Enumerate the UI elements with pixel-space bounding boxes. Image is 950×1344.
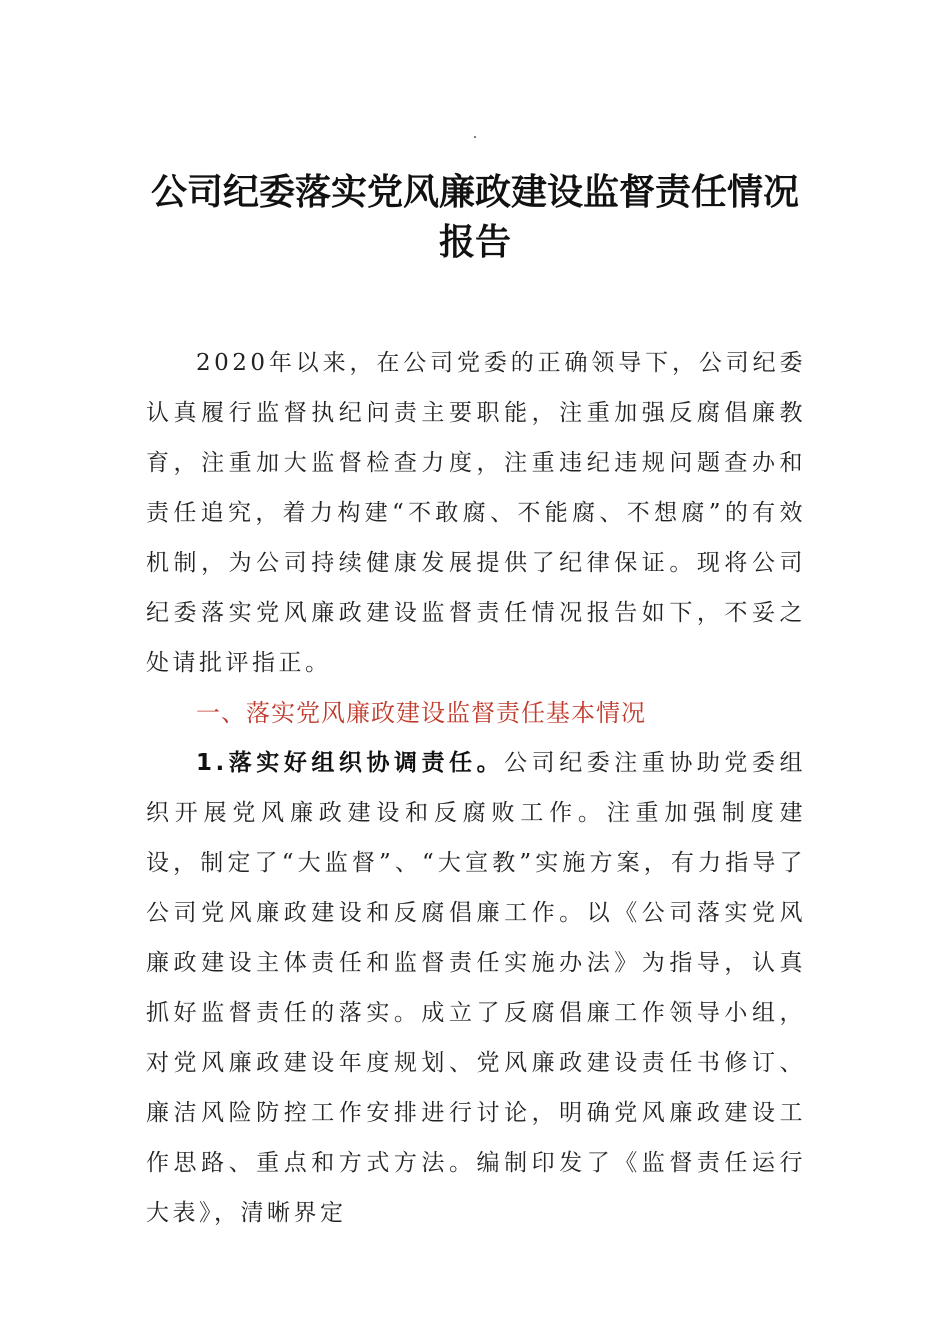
intro-paragraph: 2020年以来，在公司党委的正确领导下，公司纪委认真履行监督执纪问责主要职能，注重加强反腐倡廉教育，注重加大监督检查力度，注重违纪违规问题查办和责任追究，着力构建“不敢腐、不能腐、不想腐”的有效机制，为公司持续健康发展提供了纪律保证。现将公司纪委落实党风廉政建设监督责任情况报告如下，不妥之处请批评指正。 <box>146 350 806 676</box>
item-1-lead: 1.落实好组织协调责任。 <box>196 750 505 776</box>
header-mark <box>474 136 476 138</box>
document-title <box>100 168 850 268</box>
item-1-text: 公司纪委注重协助党委组织开展党风廉政建设和反腐败工作。注重加强制度建设，制定了“大监督”、“大宣教”实施方案，有力指导了公司党风廉政建设和反腐倡廉工作。以《公司落实党风廉政建设主体责任和监督责任实施办法》为指导，认真抓好监督责任的落实。成立了反腐倡廉工作领导小组，对党风廉政建设年度规划、党风廉政建设责任书修订、廉洁风险防控工作安排进行讨论，明确党风廉政建设工作思路、重点和方式方法。编制印发了《监督责任运行大表》，清晰界定 <box>146 750 806 1226</box>
title-line-1: 公司纪委落实党风廉政建设监督责任情况 <box>150 172 799 213</box>
item-1-section <box>146 738 806 1238</box>
section-1-heading: 一、落实党风廉政建设监督责任基本情况 <box>196 699 646 727</box>
item-1-paragraph <box>146 738 806 1238</box>
intro-section <box>146 338 806 688</box>
title-line-2: 报告 <box>438 222 511 263</box>
